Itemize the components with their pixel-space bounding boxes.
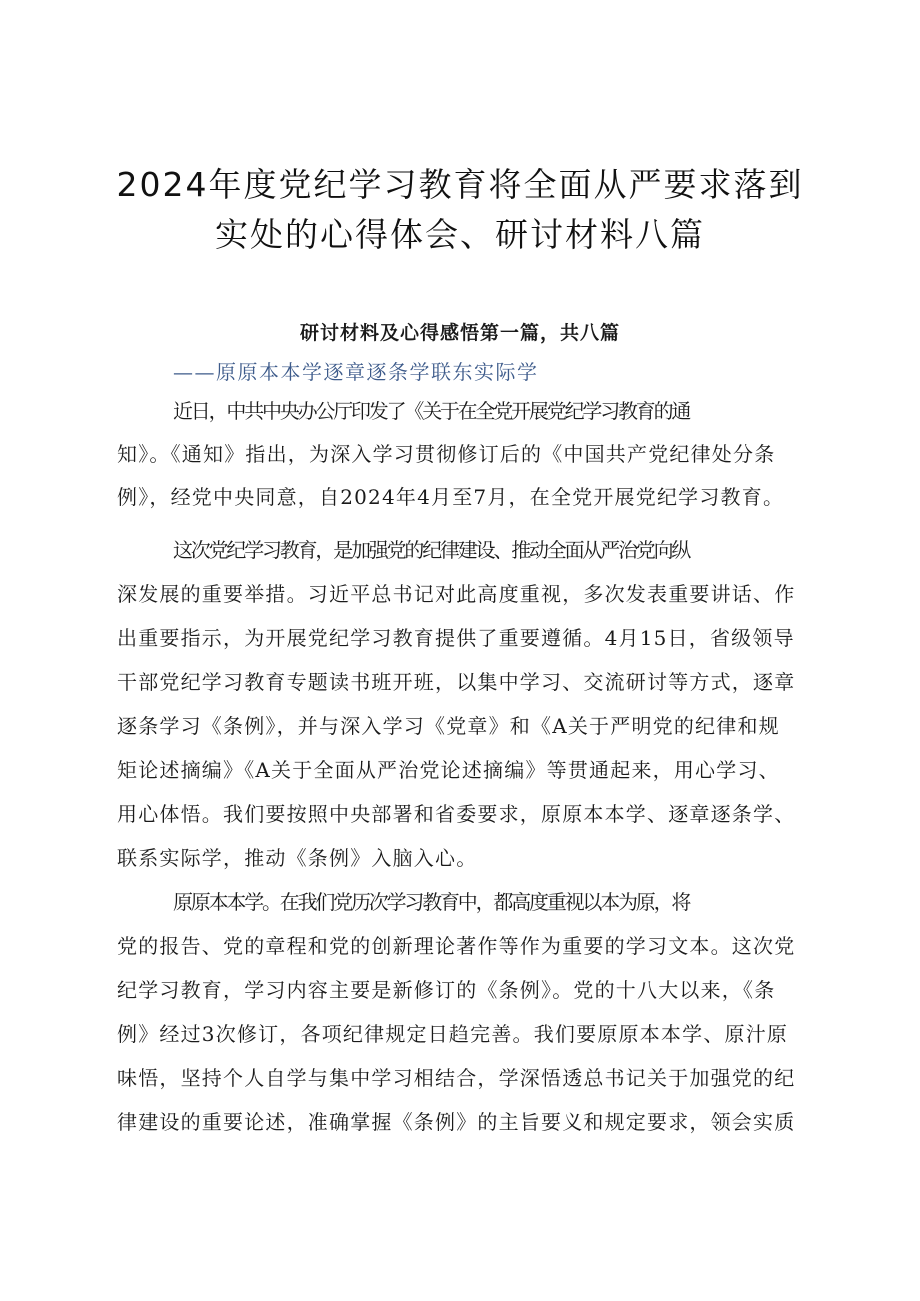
paragraph-2-line-2: 深发展的重要举措。习近平总书记对此高度重视，多次发表重要讲话、作 — [117, 582, 796, 606]
title-line-2: 实处的心得体会、研讨材料八篇 — [215, 215, 705, 254]
paragraph-2-line-8: 联系实际学，推动《条例》入脑入心。 — [117, 846, 478, 870]
paragraph-2-line-5: 逐条学习《条例》，并与深入学习《党章》和《A关于严明党的纪律和规 — [117, 714, 780, 738]
paragraph-3-line-6: 律建设的重要论述，准确掌握《条例》的主旨要义和规定要求，领会实质 — [117, 1110, 796, 1134]
paragraph-2-line-6: 矩论述摘编》《A关于全面从严治党论述摘编》等贯通起来，用心学习、 — [117, 758, 780, 782]
subtitle: ——原原本本学逐章逐条学联东实际学 — [173, 360, 539, 384]
paragraph-2-line-7: 用心体悟。我们要按照中央部署和省委要求，原原本本学、逐章逐条学、 — [117, 802, 796, 826]
paragraph-3-line-5: 味悟，坚持个人自学与集中学习相结合，学深悟透总书记关于加强党的纪 — [117, 1066, 796, 1090]
title-line-1: 2024年度党纪学习教育将全面从严要求落到 — [116, 165, 804, 204]
paragraph-2-line-4: 干部党纪学习教育专题读书班开班，以集中学习、交流研讨等方式，逐章 — [117, 670, 796, 694]
paragraph-1-line-3: 例》，经党中央同意，自2024年4月至7月，在全党开展党纪学习教育。 — [117, 485, 785, 509]
paragraph-3-line-4: 例》经过3次修订，各项纪律规定日趋完善。我们要原原本本学、原汁原 — [117, 1022, 789, 1046]
paragraph-3-line-1: 原原本本学。在我们党历次学习教育中，都高度重视以本为原，将 — [173, 890, 690, 914]
paragraph-3-line-2: 党的报告、党的章程和党的创新理论著作等作为重要的学习文本。这次党 — [117, 934, 796, 958]
section-heading: 研讨材料及心得感悟第一篇，共八篇 — [299, 322, 620, 344]
document-title — [80, 160, 840, 260]
paragraph-3-line-3: 纪学习教育，学习内容主要是新修订的《条例》。党的十八大以来，《条 — [117, 978, 776, 1002]
paragraph-2-line-1: 这次党纪学习教育，是加强党的纪律建设、推动全面从严治党向纵 — [173, 538, 690, 562]
paragraph-1-line-2: 知》。《通知》指出，为深入学习贯彻修订后的《中国共产党纪律处分条 — [117, 442, 776, 466]
paragraph-2-line-3: 出重要指示，为开展党纪学习教育提供了重要遵循。4月15日，省级领导 — [117, 626, 795, 650]
paragraph-1-line-1: 近日，中共中央办公厅印发了《关于在全党开展党纪学习教育的通 — [173, 399, 690, 423]
